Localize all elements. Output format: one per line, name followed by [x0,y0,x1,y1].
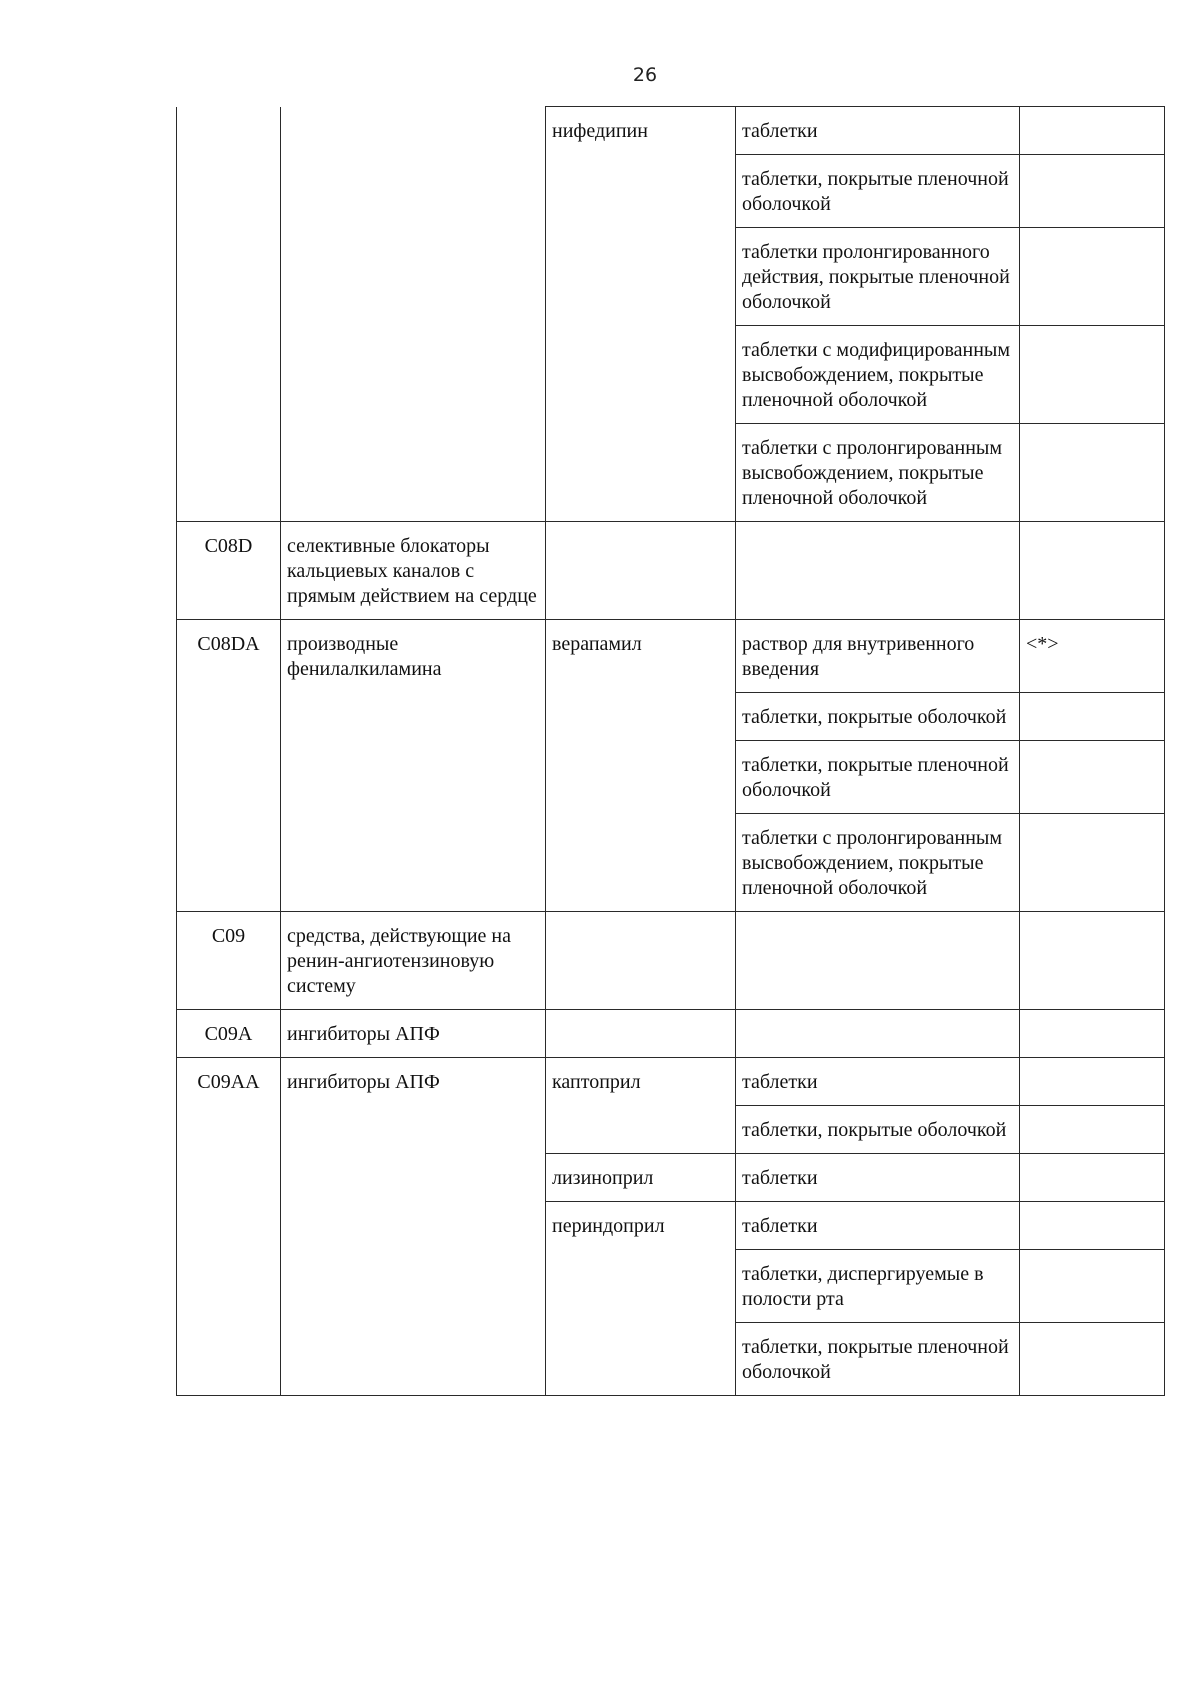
note-cell [1020,107,1165,155]
dosage-form-cell: таблетки [736,1202,1020,1250]
group-name-cell: селективные блокаторы кальциевых каналов с прямым действием на сердце [281,522,546,620]
note-cell [1020,522,1165,620]
table-row [177,1010,1165,1058]
note-cell [1020,1250,1165,1323]
drug-name-cell [546,522,736,620]
drug-name-cell: нифедипин [546,107,736,522]
dosage-form-cell: таблетки [736,1154,1020,1202]
group-name-cell: средства, действующие на ренин-ангиотензиновую систему [281,912,546,1010]
dosage-form-cell: таблетки с модифицированным высвобождением, покрытые пленочной оболочкой [736,326,1020,424]
dosage-form-cell: таблетки с пролонгированным высвобождением, покрытые пленочной оболочкой [736,424,1020,522]
dosage-form-cell: таблетки, покрытые оболочкой [736,693,1020,741]
code-cell [177,107,281,522]
dosage-form-cell [736,522,1020,620]
drug-name-cell [546,912,736,1010]
note-cell [1020,1010,1165,1058]
note-cell [1020,814,1165,912]
table-row [177,912,1165,1010]
group-name-cell: ингибиторы АПФ [281,1010,546,1058]
dosage-form-cell: таблетки, покрытые оболочкой [736,1106,1020,1154]
note-cell [1020,228,1165,326]
dosage-form-cell [736,1010,1020,1058]
table-row [177,522,1165,620]
drug-name-cell: каптоприл [546,1058,736,1154]
atc-code-cell: C09A [177,1010,281,1058]
note-cell: <*> [1020,620,1165,693]
note-cell [1020,1106,1165,1154]
note-cell [1020,424,1165,522]
dosage-form-cell [736,912,1020,1010]
dosage-form-cell: таблетки, покрытые пленочной оболочкой [736,1323,1020,1396]
dosage-form-cell: таблетки с пролонгированным высвобождением, покрытые пленочной оболочкой [736,814,1020,912]
note-cell [1020,693,1165,741]
dosage-form-cell: таблетки [736,1058,1020,1106]
group-name-cell: производные фенилалкиламина [281,620,546,912]
dosage-form-cell: раствор для внутривенного введения [736,620,1020,693]
note-cell [1020,1202,1165,1250]
page-number: 26 [632,64,658,86]
atc-code-cell: C08DA [177,620,281,912]
table-row [177,1058,1165,1106]
drug-name-cell: лизиноприл [546,1154,736,1202]
atc-code-cell: C09AA [177,1058,281,1396]
note-cell [1020,326,1165,424]
note-cell [1020,741,1165,814]
drug-name-cell: верапамил [546,620,736,912]
drug-name-cell: периндоприл [546,1202,736,1396]
dosage-form-cell: таблетки, диспергируемые в полости рта [736,1250,1020,1323]
atc-code-cell: C09 [177,912,281,1010]
table-row [177,620,1165,693]
note-cell [1020,155,1165,228]
table-row [177,107,1165,155]
note-cell [1020,1154,1165,1202]
group-name-cell: ингибиторы АПФ [281,1058,546,1396]
drug-list-table [176,106,1165,1396]
note-cell [1020,1058,1165,1106]
drug-list-table-container [176,106,1164,1396]
dosage-form-cell: таблетки [736,107,1020,155]
note-cell [1020,1323,1165,1396]
group-cell [281,107,546,522]
atc-code-cell: C08D [177,522,281,620]
drug-name-cell [546,1010,736,1058]
dosage-form-cell: таблетки, покрытые пленочной оболочкой [736,741,1020,814]
dosage-form-cell: таблетки пролонгированного действия, покрытые пленочной оболочкой [736,228,1020,326]
dosage-form-cell: таблетки, покрытые пленочной оболочкой [736,155,1020,228]
note-cell [1020,912,1165,1010]
